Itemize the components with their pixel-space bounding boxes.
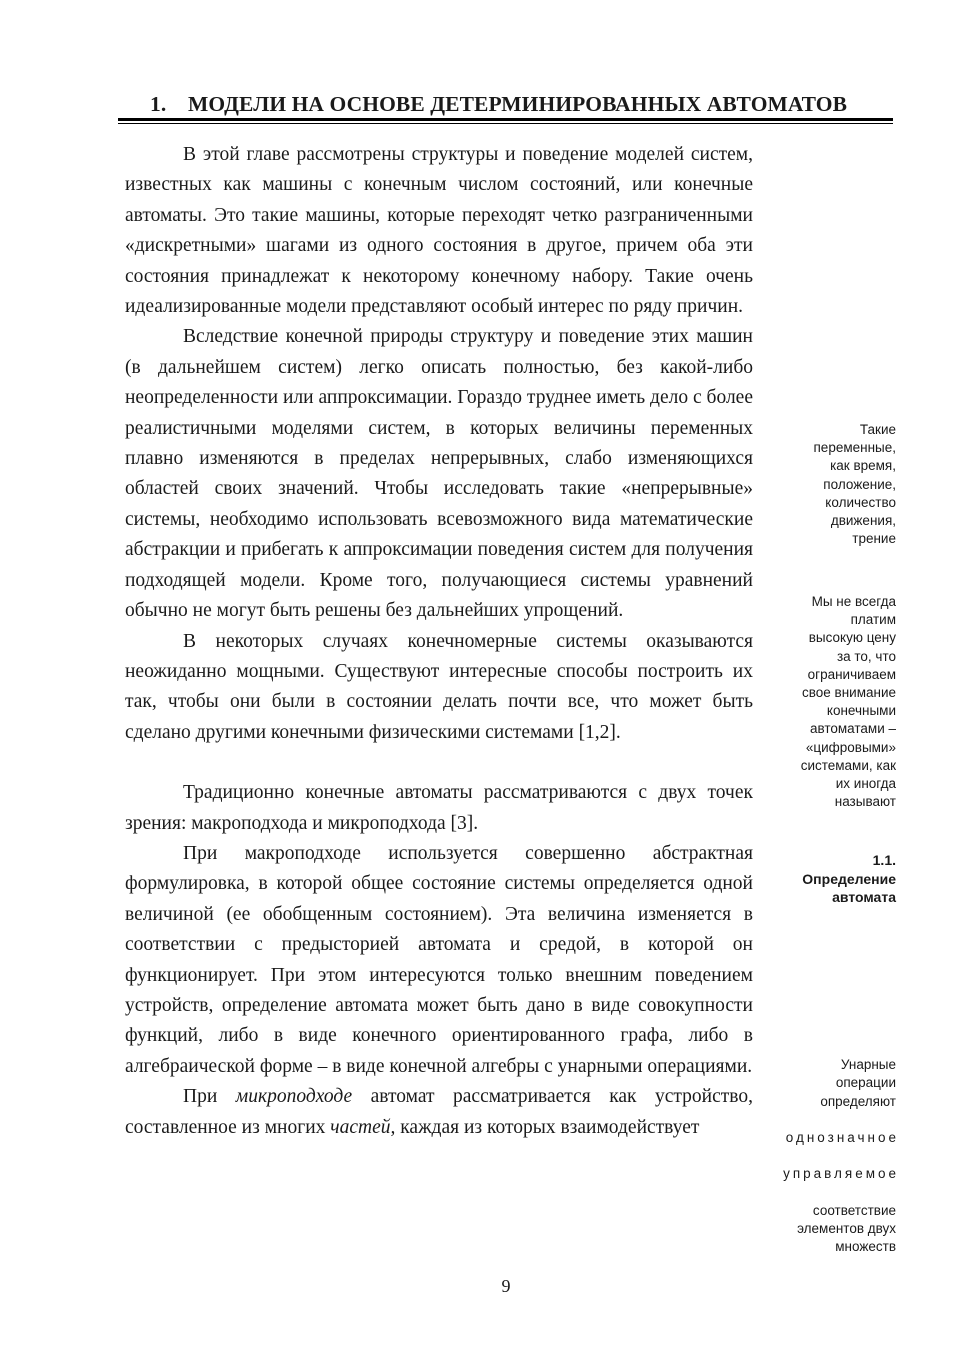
chapter-number: 1. — [150, 92, 167, 116]
paragraph-3: В некоторых случаях конечномерные системы оказываются неожиданно мощными. Существуют интересные способы построить их так, чтобы они были в состоянии делать почти все, что может быть сделано другими конечными физическими системами [1,2]. — [125, 630, 753, 743]
body-text — [125, 140, 753, 1143]
paragraph-6 — [125, 1082, 753, 1143]
chapter-heading — [118, 92, 893, 117]
margin-note-unary-a: Унарные операции определяют — [820, 1057, 896, 1109]
paragraph-6-emphasis-parts: частей, — [330, 1116, 396, 1138]
page-number: 9 — [501, 1276, 511, 1296]
paragraph-6-middle: автомат рассматривается как устройство, составленное из многих — [125, 1086, 753, 1138]
paragraph-1: В этой главе рассмотрены структуры и поведение моделей систем, известных как машины с конечным числом состояний, или конечные автоматы. Это такие машины, которые переходят четко разграниченными «дискретными» шагами из одного состояния в другое, причем оба эти состояния принадлежат к некоторому конечному набору. Такие очень идеализированные модели представляют особый интерес по ряду причин. — [125, 144, 753, 318]
chapter-title: МОДЕЛИ НА ОСНОВЕ ДЕТЕРМИНИРОВАННЫХ АВТОМАТОВ — [188, 92, 848, 116]
paragraph-6-emphasis-micro: микроподходе — [235, 1086, 353, 1108]
margin-note-price: Мы не всегда платим высокую цену за то, что ограничиваем свое внимание конечными автоматами – «цифровыми» системами, как их иногда называют — [800, 594, 896, 810]
margin-note-unary-b: однозначное — [785, 1130, 899, 1146]
paragraph-5: При макроподходе используется совершенно абстрактная формулировка, в которой общее состояние системы определяется одной величиной (ее обобщенным состоянием). Эта величина изменяется в соответствии с предысторией автомата и средой, в которой он функционирует. При этом интересуются только внешним поведением устройств, определение автомата может быть дано в виде совокупности функций, либо в виде конечного ориентированного графа, либо в алгебраической форме – в виде конечной алгебры с унарными операциями. — [125, 842, 753, 1077]
margin-note-unary-c: управляемое — [783, 1166, 899, 1182]
paragraph-6-start: При — [183, 1086, 236, 1108]
section-title: Определение автомата — [802, 871, 896, 906]
margin-note-unary — [746, 1038, 899, 1256]
heading-rule-thin — [118, 123, 893, 124]
paragraph-6-end: каждая из которых взаимодействует — [395, 1116, 700, 1138]
margin-note-unary-d: соответствие элементов двух множеств — [797, 1202, 896, 1255]
heading-rule-thick — [118, 118, 893, 121]
paragraph-4: Традиционно конечные автоматы рассматриваются с двух точек зрения: макроподхода и микроподхода [3]. — [125, 782, 753, 834]
margin-note-variables: Такие переменные, как время, положение, количество движения, трение — [813, 422, 896, 547]
paragraph-2: Вследствие конечной природы структуру и поведение этих машин (в дальнейшем систем) легко описать полностью, без какой-либо неопределенности или аппроксимации. Гораздо труднее иметь дело с более реалистичными моделями систем, в которых величины переменных плавно изменяются в пределах непрерывных, слабо изменяющихся областей своих значений. Чтобы исследовать такие «непрерывные» системы, необходимо использовать всевозможного вида математические абстракции и прибегать к аппроксимации поведения систем для получения подходящей модели. Кроме того, получающиеся системы уравнений обычно не могут быть решены без дальнейших упрощений. — [125, 326, 753, 622]
section-number: 1.1. — [872, 852, 896, 868]
